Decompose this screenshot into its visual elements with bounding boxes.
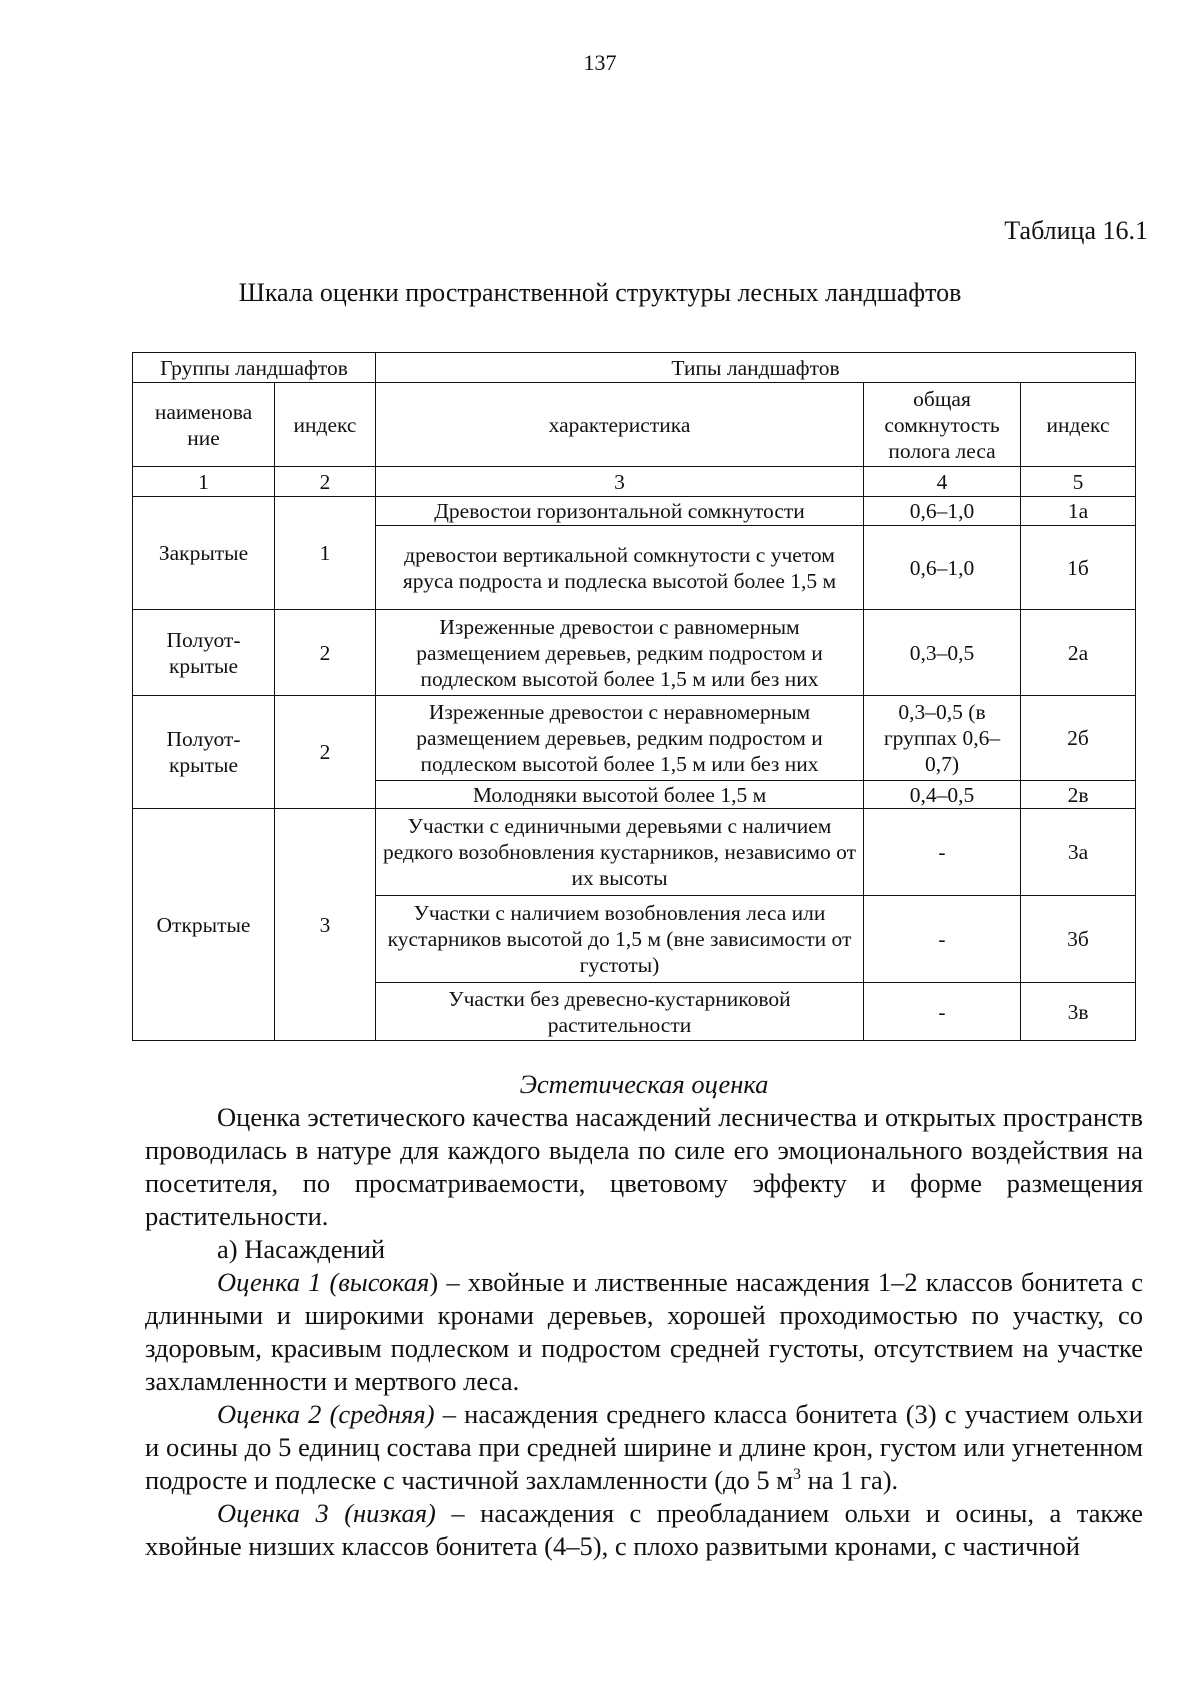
grade-1-text: ) – хвойные и лиственные насаждения 1–2 классов бонитета с длинными и широкими кронами деревьев, хорошей проходимостью по участку, со здоровым, красивым подлеском и подростом средней густоты, отсутствием на участке захламленности и мертвого леса.	[145, 1267, 1144, 1396]
header-characteristic: характеристика	[376, 383, 864, 467]
group-name: Открытые	[133, 809, 275, 1041]
type-density: -	[864, 983, 1021, 1041]
group-name: Полуот-крытые	[133, 696, 275, 809]
type-density: 0,6–1,0	[864, 497, 1021, 526]
type-characteristic: Древостои горизонтальной сомкнутости	[376, 497, 864, 526]
header-name: наименова ние	[133, 383, 275, 467]
header-canopy-density: общая сомкнутость полога леса	[864, 383, 1021, 467]
column-number: 2	[275, 467, 376, 497]
table-title: Шкала оценки пространственной структуры лесных ландшафтов	[238, 278, 962, 307]
table-row	[133, 696, 1136, 781]
type-characteristic: Изреженные древостои с неравномерным размещением деревьев, редким подростом и подлеском высотой более 1,5 м или без них	[376, 696, 864, 781]
group-index: 2	[275, 696, 376, 809]
type-characteristic: Молодняки высотой более 1,5 м	[376, 781, 864, 809]
landscape-scale-table	[132, 352, 1136, 1041]
type-index: 1а	[1021, 497, 1136, 526]
superscript: 3	[793, 1466, 801, 1484]
type-characteristic: Изреженные древостои с равномерным размещением деревьев, редким подростом и подлеском высотой более 1,5 м или без них	[376, 610, 864, 696]
table-row	[133, 610, 1136, 696]
body-text	[145, 1068, 1143, 1563]
type-density: 0,3–0,5	[864, 610, 1021, 696]
type-density: 0,4–0,5	[864, 781, 1021, 809]
group-name: Закрытые	[133, 497, 275, 610]
type-characteristic: древостои вертикальной сомкнутости с учетом яруса подроста и подлеска высотой более 1,5 м	[376, 526, 864, 610]
header-type-index: индекс	[1021, 383, 1136, 467]
intro-paragraph: Оценка эстетического качества насаждений лесничества и открытых пространств проводилась в натуре для каждого выдела по силе его эмоционального воздействия на посетителя, по просматриваемости, цветовому эффекту и форме размещения растительности.	[145, 1102, 1143, 1231]
grade-2-label: Оценка 2 (средняя)	[217, 1399, 435, 1429]
header-group-index: индекс	[275, 383, 376, 467]
table-caption: Таблица 16.1	[1004, 216, 1148, 245]
group-index: 3	[275, 809, 376, 1041]
column-number: 3	[376, 467, 864, 497]
grade-3-label: Оценка 3 (низкая)	[217, 1498, 436, 1528]
type-index: 3а	[1021, 809, 1136, 896]
subsection-label: а) Насаждений	[217, 1234, 386, 1264]
grade-1-label: Оценка 1 (высокая	[217, 1267, 430, 1297]
type-density: -	[864, 896, 1021, 983]
grade-1-paragraph	[145, 1266, 1143, 1398]
type-index: 3в	[1021, 983, 1136, 1041]
column-number: 5	[1021, 467, 1136, 497]
section-heading: Эстетическая оценка	[519, 1069, 769, 1099]
type-index: 1б	[1021, 526, 1136, 610]
header-landscape-types: Типы ландшафтов	[376, 353, 1136, 383]
column-number: 4	[864, 467, 1021, 497]
type-index: 2в	[1021, 781, 1136, 809]
type-index: 2б	[1021, 696, 1136, 781]
type-index: 3б	[1021, 896, 1136, 983]
grade-2-text: – насаждения среднего класса бонитета (3) с участием ольхи и осины до 5 единиц состава при средней ширине и длине крон, густом или угнетенном подросте и подлеске с частичной захламленности (до 5 м	[145, 1399, 1143, 1495]
table-row	[133, 809, 1136, 896]
header-landscape-groups: Группы ландшафтов	[133, 353, 376, 383]
page-number: 137	[583, 50, 617, 75]
type-characteristic: Участки с единичными деревьями с наличием редкого возобновления кустарников, независимо от их высоты	[376, 809, 864, 896]
group-name: Полуот-крытые	[133, 610, 275, 696]
grade-3-paragraph	[145, 1497, 1143, 1563]
type-density: -	[864, 809, 1021, 896]
group-index: 2	[275, 610, 376, 696]
type-characteristic: Участки с наличием возобновления леса или кустарников высотой до 1,5 м (вне зависимости от густоты)	[376, 896, 864, 983]
group-index: 1	[275, 497, 376, 610]
grade-2-tail: на 1 га).	[801, 1465, 899, 1495]
type-index: 2а	[1021, 610, 1136, 696]
table-row	[133, 497, 1136, 526]
type-density: 0,6–1,0	[864, 526, 1021, 610]
type-density: 0,3–0,5 (в группах 0,6–0,7)	[864, 696, 1021, 781]
column-number: 1	[133, 467, 275, 497]
grade-3-text: – насаждения с преобладанием ольхи и осины, а также хвойные низших классов бонитета (4–5), с плохо развитыми кронами, с частичной	[145, 1498, 1143, 1561]
grade-2-paragraph	[145, 1398, 1143, 1497]
type-characteristic: Участки без древесно-кустарниковой растительности	[376, 983, 864, 1041]
